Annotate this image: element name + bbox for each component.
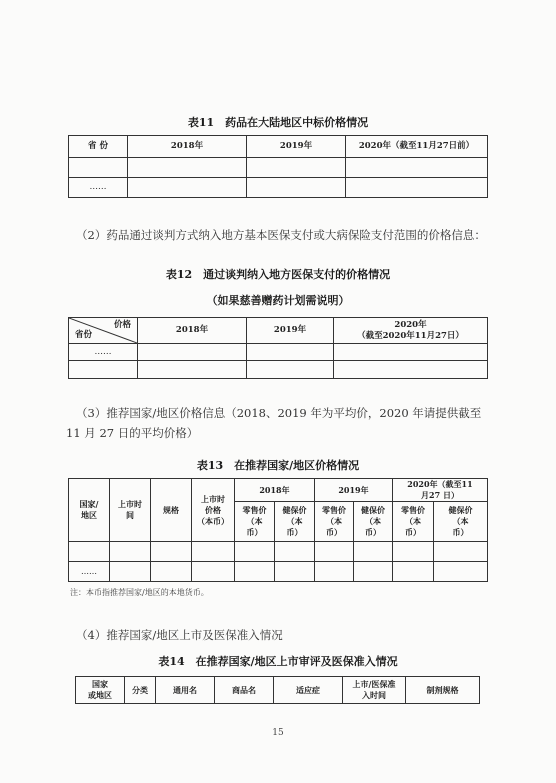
table14-header-country: 国家 或地区 (76, 677, 125, 704)
table12-diagonal-header (69, 318, 138, 344)
table12 (68, 317, 488, 379)
paragraph-3: （3）推荐国家/地区价格信息（2018、2019 年为平均价，2020 年请提供截至 11 月 27 日的平均价格） (66, 406, 482, 440)
table14-header-formulation: 制剂规格 (406, 677, 480, 704)
table13-header-launch-price: 上市时 价格 （本币） (192, 479, 235, 542)
table13-note: 注：本币指推荐国家/地区的本地货币。 (70, 588, 209, 597)
table12-diag-price: 价格 (113, 320, 131, 330)
paragraph-2: （2）药品通过谈判方式纳入地方基本医保支付或大病保险支付范围的价格信息： (76, 228, 486, 242)
table13-header-2018: 2018年 (235, 479, 315, 502)
table13-retail-2020: 零售价 （本 币） (393, 502, 434, 542)
table14 (75, 676, 480, 704)
table14-caption: 表14 在推荐国家/地区上市审评及医保准入情况 (158, 655, 398, 668)
table14-header-approval-time: 上市/医保准 入时间 (343, 677, 406, 704)
table13-retail-2019: 零售价 （本 币） (315, 502, 354, 542)
table14-header-indication: 适应症 (274, 677, 343, 704)
table11 (68, 135, 488, 198)
table13-ellipsis: …… (69, 562, 110, 582)
table13-header-2019: 2019年 (315, 479, 393, 502)
table14-header-brand-name: 商品名 (215, 677, 274, 704)
table13-insurance-2019: 健保价 （本 币） (354, 502, 393, 542)
table12-header-2020-line1: 2020年 (394, 319, 427, 330)
table12-header-2020 (334, 318, 488, 344)
table13-header-spec: 规格 (151, 479, 192, 542)
table13 (68, 478, 488, 582)
table12-caption: 表12 通过谈判纳入地方医保支付的价格情况 (165, 268, 391, 281)
table12-header-2019: 2019年 (247, 318, 334, 344)
table13-insurance-2020: 健保价 （本 币） (434, 502, 488, 542)
page-number: 15 (272, 728, 284, 738)
table13-caption: 表13 在推荐国家/地区价格情况 (196, 459, 360, 472)
table12-diag-province: 省份 (75, 330, 93, 340)
table11-ellipsis: …… (69, 178, 128, 198)
table13-header-launch-time: 上市时 间 (110, 479, 151, 542)
table13-header-country: 国家/ 地区 (69, 479, 110, 542)
paragraph-4: （4）推荐国家/地区上市及医保准入情况 (76, 628, 283, 642)
table12-ellipsis: …… (69, 344, 138, 361)
table11-header-2018: 2018年 (128, 136, 247, 158)
table14-header-generic-name: 通用名 (156, 677, 215, 704)
table11-caption: 表11 药品在大陆地区中标价格情况 (187, 116, 369, 129)
table12-header-2018: 2018年 (138, 318, 247, 344)
table12-subcaption: （如果慈善赠药计划需说明） (206, 294, 350, 307)
table12-header-2020-line2: （截至2020年11月27日） (357, 330, 464, 341)
table11-header-2020: 2020年（截至11月27日前） (346, 136, 488, 158)
table11-header-province: 省 份 (69, 136, 128, 158)
table13-insurance-2018: 健保价 （本 币） (275, 502, 315, 542)
table13-header-2020: 2020年（截至11 月27 日） (393, 479, 488, 502)
table13-retail-2018: 零售价 （本 币） (235, 502, 275, 542)
table11-header-2019: 2019年 (247, 136, 346, 158)
table14-header-category: 分类 (125, 677, 156, 704)
